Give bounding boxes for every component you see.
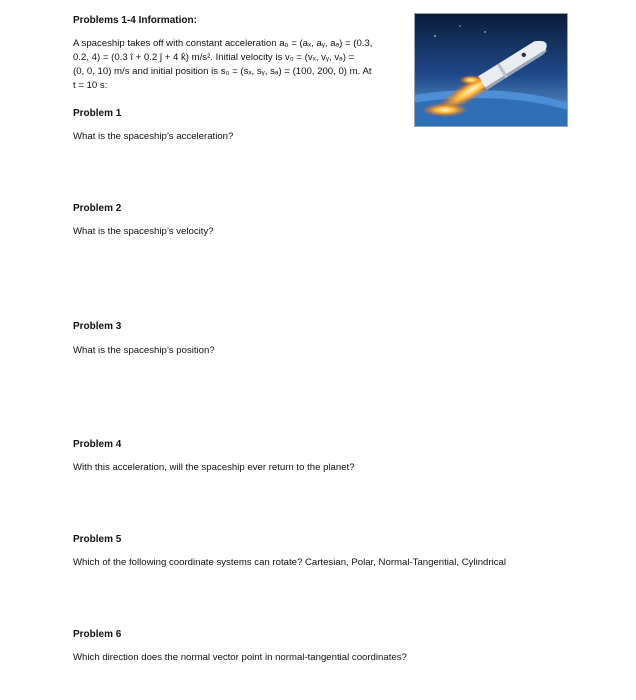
spaceship-image [414, 13, 568, 127]
problem-1-question: What is the spaceship’s acceleration? [73, 131, 234, 142]
problem-3-heading: Problem 3 [73, 321, 122, 332]
problem-2-heading: Problem 2 [73, 203, 122, 214]
problem-5-heading: Problem 5 [73, 534, 122, 545]
problem-4-question: With this acceleration, will the spaceship ever return to the planet? [73, 462, 355, 473]
problems-info-heading: Problems 1-4 Information: [73, 15, 197, 26]
intro-line: 0.2, 4) = (0.3 î + 0.2 ĵ + 4 k̂) m/s². Initial velocity is v₀ = (vₓ, vᵧ, vₔ) = [73, 52, 355, 63]
problem-5-question: Which of the following coordinate systems can rotate? Cartesian, Polar, Normal-Tangential, Cylindrical [73, 557, 506, 568]
intro-line: t = 10 s: [73, 80, 108, 91]
intro-line: A spaceship takes off with constant acceleration a₀ = (aₓ, aᵧ, aₔ) = (0.3, [73, 38, 373, 49]
spaceship-illustration [415, 14, 567, 126]
problem-intro-text [73, 37, 408, 93]
problem-4-heading: Problem 4 [73, 439, 122, 450]
problem-6-heading: Problem 6 [73, 629, 122, 640]
problem-3-question: What is the spaceship’s position? [73, 345, 215, 356]
problem-2-question: What is the spaceship’s velocity? [73, 226, 214, 237]
problem-1-heading: Problem 1 [73, 108, 122, 119]
intro-line: (0, 0, 10) m/s and initial position is s₀ = (sₓ, sᵧ, sₔ) = (100, 200, 0) m. At [73, 66, 372, 77]
problem-6-question: Which direction does the normal vector point in normal-tangential coordinates? [73, 652, 407, 663]
